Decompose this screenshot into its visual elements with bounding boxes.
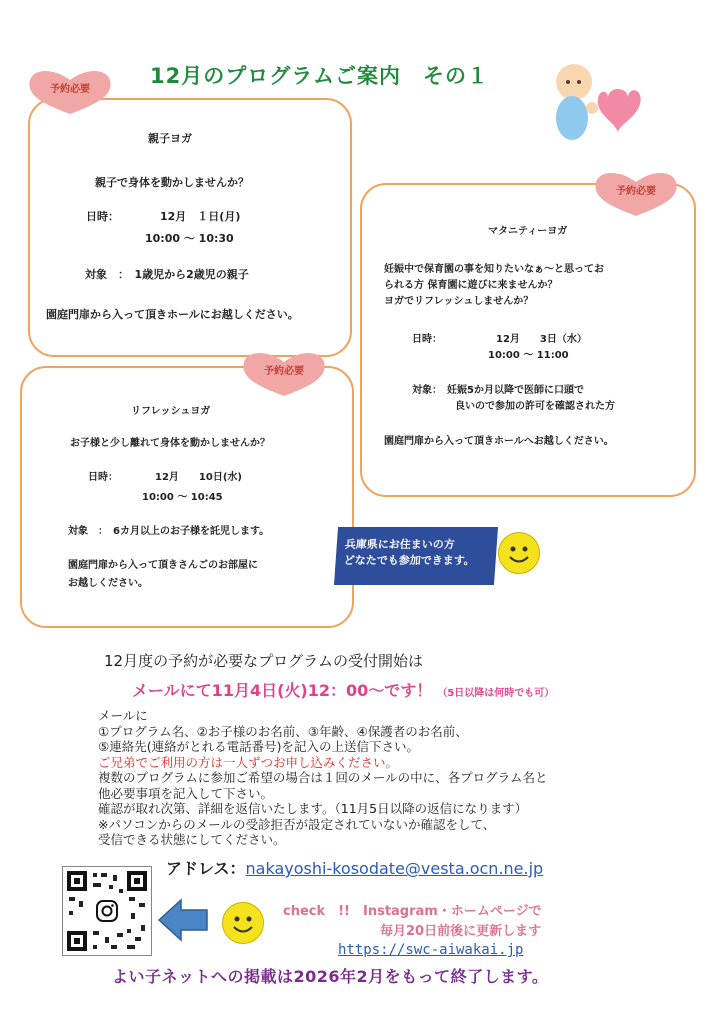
reception-start-line <box>132 678 554 701</box>
program3-time: 10:00 ～ 10:45 <box>142 492 223 503</box>
reservation-badge-label: 予約必要 <box>264 366 304 377</box>
program2-desc2: られる方 保育園に遊びに来ませんか？ <box>384 280 558 291</box>
reservation-badge-heart <box>24 66 116 116</box>
sibling-note: ご兄弟でご利用の方は一人ずつお申し込みください。 <box>98 754 399 770</box>
program3-place1: 園庭門扉から入って頂きさんごのお部屋に <box>68 560 258 571</box>
instruction-line: 受信できる状態にしてください。 <box>98 832 286 847</box>
reservation-badge-heart <box>590 168 682 218</box>
program1-name: 親子ヨガ <box>148 132 192 145</box>
instruction-line: ①プログラム名、②お子様のお名前、③年齢、④保護者のお名前、 <box>98 723 468 739</box>
reservation-badge-label: 予約必要 <box>50 84 90 95</box>
program1-date: 12月 １日(月) <box>160 210 241 223</box>
program2-target1: 対象： 妊娠5か月以降で医師に口頭で <box>412 385 584 396</box>
footer-notice: よい子ネットへの掲載は2026年2月をもって終了します。 <box>112 967 549 986</box>
program2-date-label: 日時： <box>412 334 442 345</box>
baby-illustration <box>548 58 644 144</box>
instagram-icon <box>95 899 119 923</box>
instruction-line: 他必要事項を記入して下さい。 <box>98 785 274 801</box>
program2-desc1: 妊娠中で保育園の事を知りたいなぁ～と思ってお <box>384 264 604 275</box>
address-label: アドレス： <box>166 859 246 878</box>
check-line2: 毎月20日前後に更新します <box>380 924 542 939</box>
website-link[interactable]: https://swc-aiwakai.jp <box>338 942 524 958</box>
eligibility-note-line2: どなたでも参加できます。 <box>343 554 476 567</box>
instruction-line: メールに <box>98 708 148 723</box>
program2-desc3: ヨガでリフレッシュしませんか？ <box>384 296 534 307</box>
instruction-line: ⑤連絡先(連絡がとれる電話番号)を記入の上送信下さい。 <box>98 739 419 754</box>
arrow-left-icon <box>157 898 209 946</box>
program1-place: 園庭門扉から入って頂きホールにお越しください。 <box>46 308 299 321</box>
program2-time: 10:00 ～ 11:00 <box>488 350 569 361</box>
program1-date-label: 日時： <box>86 210 119 223</box>
eligibility-note-line1: 兵庫県にお住まいの方 <box>344 538 456 551</box>
instruction-line: ※パソコンからのメールの受診拒否が設定されていないか確認をして、 <box>98 816 496 832</box>
instruction-line: 確認が取れ次第、詳細を返信いたします。（11月5日以降の返信になります） <box>98 801 528 816</box>
reservation-badge-heart <box>238 348 330 398</box>
program2-target2: 良いので参加の許可を確認された方 <box>455 401 615 412</box>
qr-code[interactable] <box>62 866 152 956</box>
reception-heading: 12月度の予約が必要なプログラムの受付開始は <box>104 652 423 670</box>
program1-tagline: 親子で身体を動かしませんか？ <box>95 176 249 189</box>
page-title: 12月のプログラムご案内 その１ <box>150 64 490 88</box>
eligibility-note <box>334 527 498 585</box>
program1-time: 10:00 ～ 10:30 <box>145 232 234 245</box>
reception-start-note: （5日以降は何時でも可） <box>437 688 555 699</box>
program2-place: 園庭門扉から入って頂きホールへお越しください。 <box>384 436 614 447</box>
reception-instructions <box>98 708 548 848</box>
reservation-badge-label: 予約必要 <box>616 186 656 197</box>
program1-target: 対象 ： 1歳児から2歳児の親子 <box>85 268 249 281</box>
instruction-line: 複数のプログラムに参加ご希望の場合は１回のメールの中に、各プログラム名と <box>98 770 548 785</box>
program3-date: 12月 10日(水) <box>155 472 242 483</box>
check-line1: check !! Instagram・ホームページで <box>283 904 542 919</box>
program3-name: リフレッシュヨガ <box>131 406 211 417</box>
program2-name: マタニティーヨガ <box>488 226 568 237</box>
reception-start: メールにて11月4日(火)12：00～です！ <box>132 681 433 700</box>
program3-place2: お越しください。 <box>68 578 148 589</box>
program3-target: 対象 ： 6カ月以上のお子様を託児します。 <box>68 526 270 537</box>
program2-date: 12月 3日（水） <box>496 334 587 345</box>
program3-date-label: 日時： <box>88 472 118 483</box>
smiley-icon <box>498 532 540 574</box>
smiley-icon <box>222 902 264 944</box>
email-link[interactable]: nakayoshi-kosodate@vesta.ocn.ne.jp <box>245 859 544 878</box>
program3-tagline: お子様と少し離れて身体を動かしませんか？ <box>70 438 270 449</box>
address-line <box>166 856 543 879</box>
